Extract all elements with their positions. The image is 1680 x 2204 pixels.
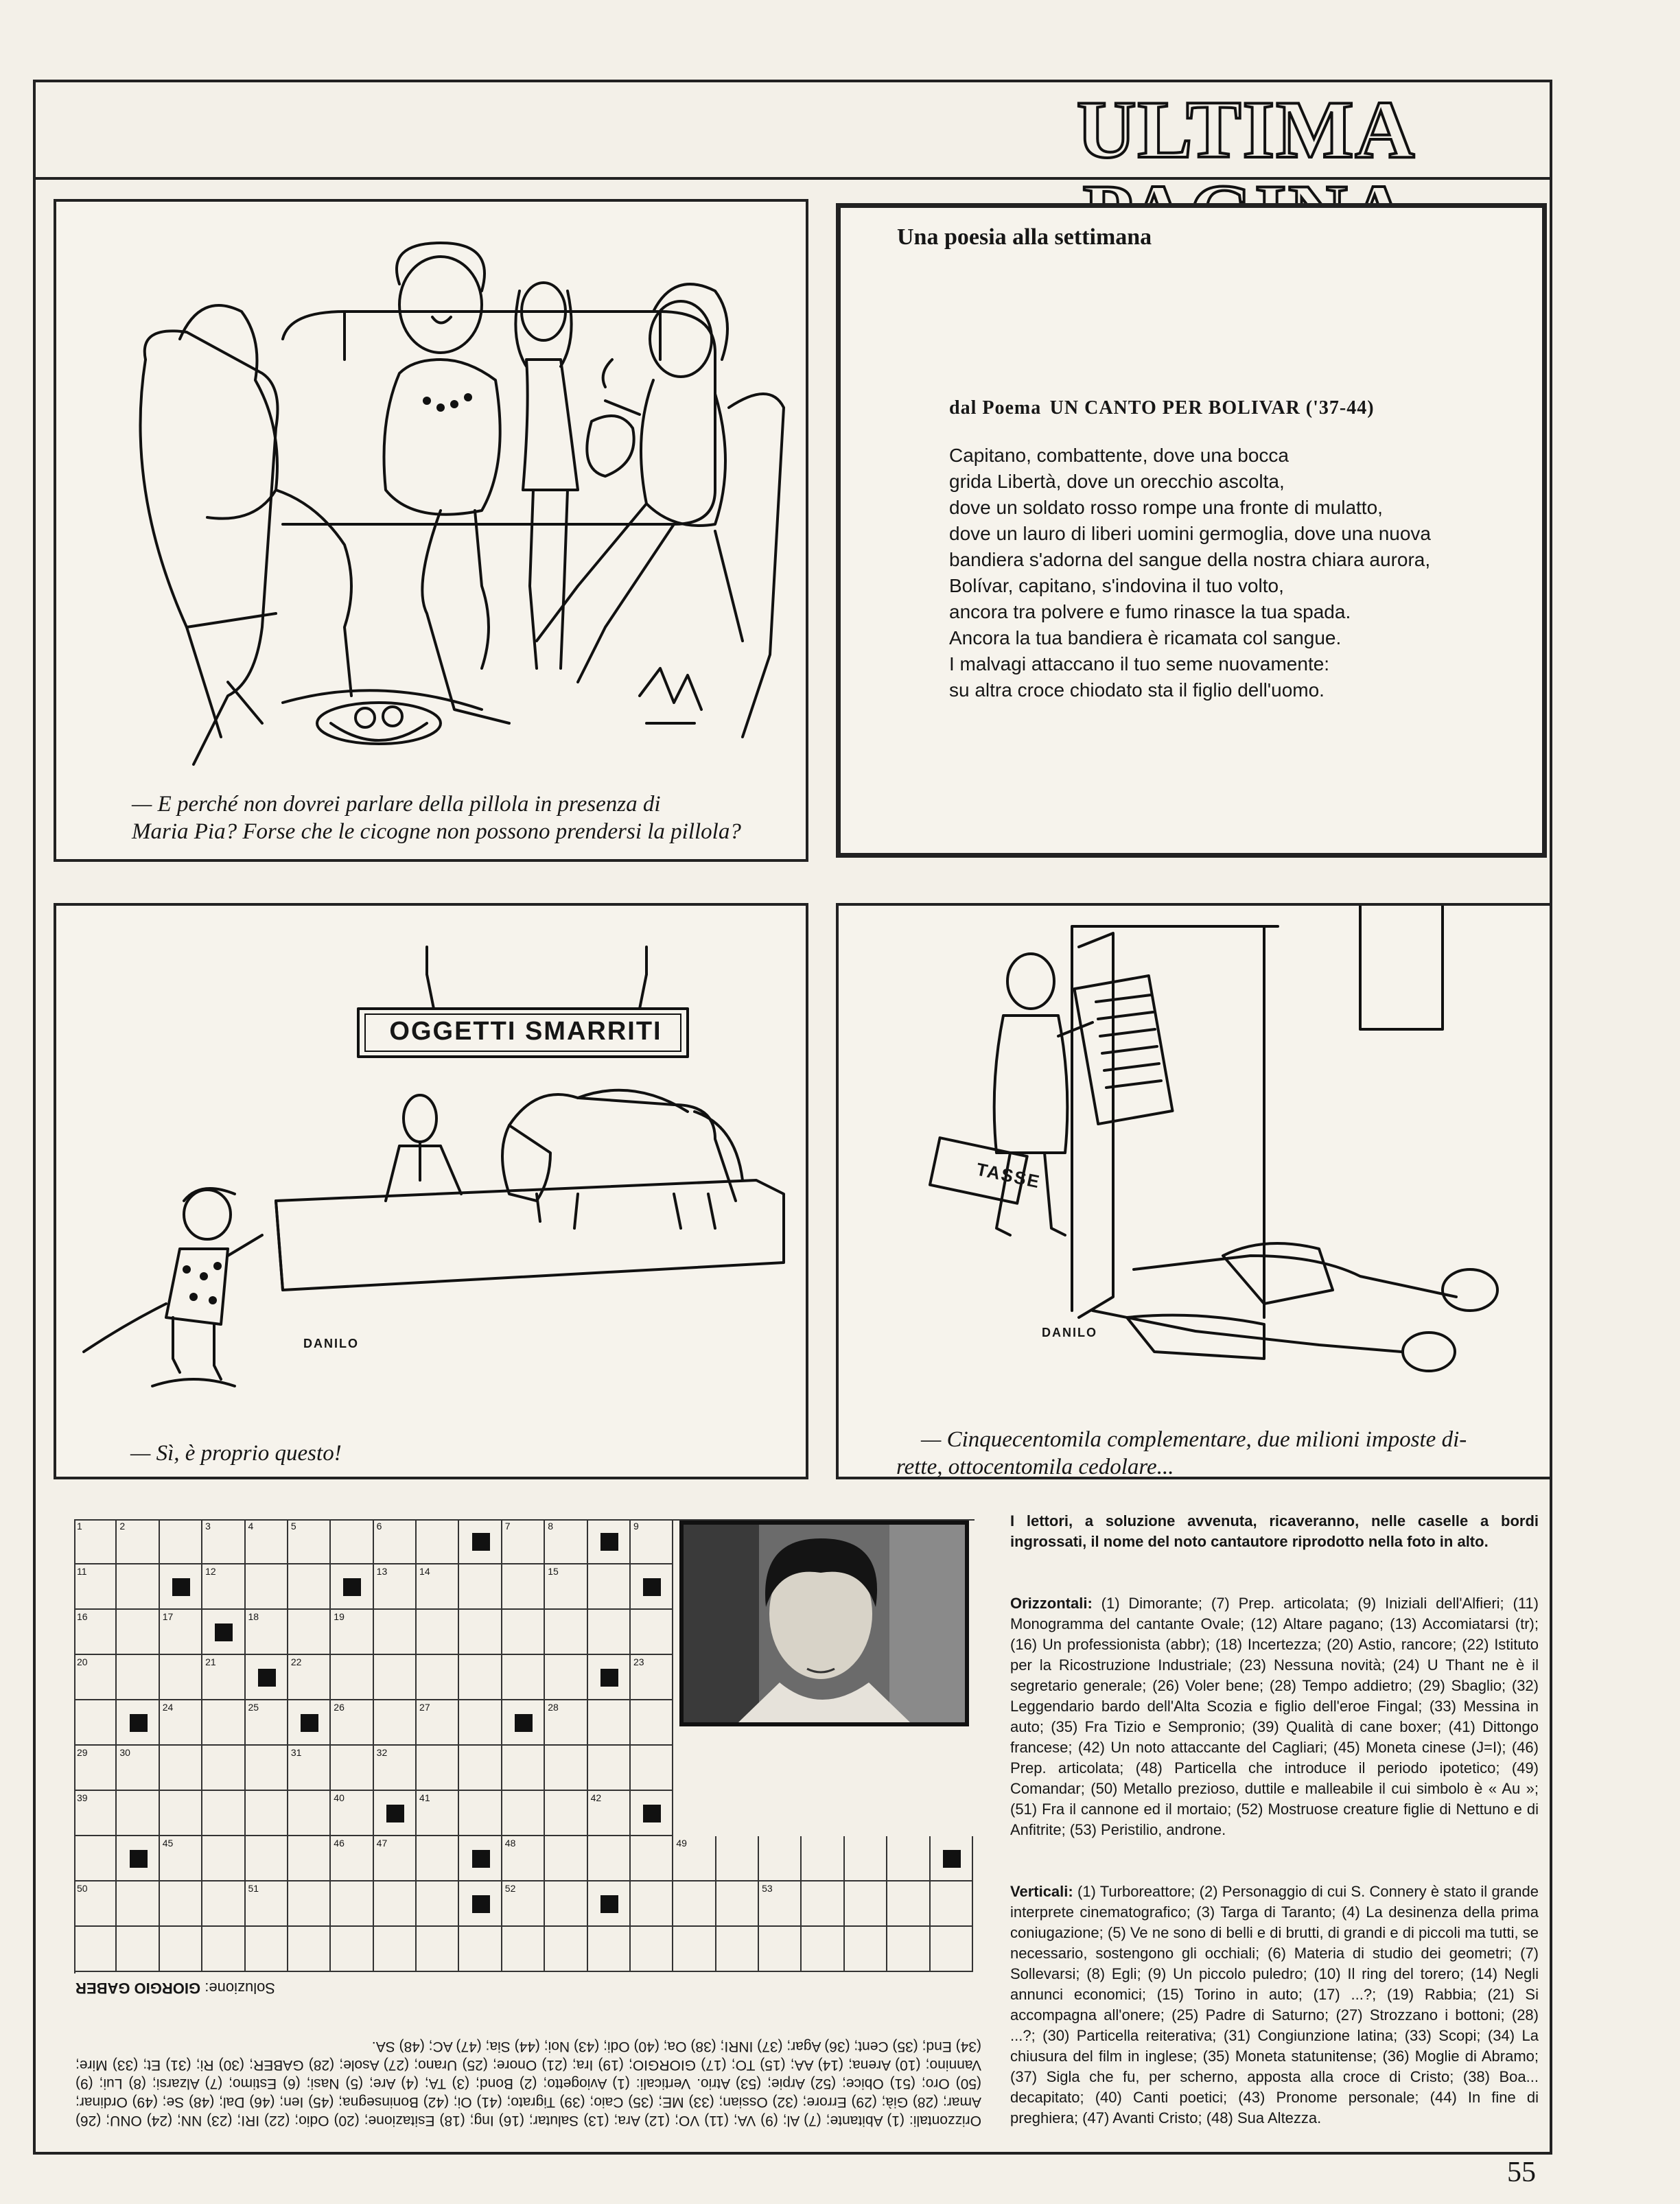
crossword-cell[interactable] <box>417 1655 459 1700</box>
poem-line: Bolívar, capitano, s'indovina il tuo volto, <box>949 575 1284 596</box>
crossword-cell[interactable] <box>417 1791 459 1836</box>
crossword-cell[interactable] <box>759 1836 802 1881</box>
crossword-cell[interactable] <box>117 1610 159 1655</box>
cell-number: 42 <box>590 1792 602 1803</box>
cell-number: 46 <box>334 1838 345 1849</box>
cartoon-panel-pill <box>54 199 808 862</box>
crossword-cell[interactable] <box>288 1746 331 1791</box>
cell-number: 40 <box>334 1792 345 1803</box>
crossword-cell[interactable] <box>202 1519 245 1564</box>
black-square <box>515 1714 533 1732</box>
black-square <box>386 1805 404 1822</box>
cell-number: 16 <box>77 1611 88 1622</box>
poem-body <box>949 443 1431 703</box>
crossword-cell[interactable] <box>288 1519 331 1564</box>
crossword-cell[interactable] <box>374 1836 417 1881</box>
cell-number: 39 <box>77 1792 88 1803</box>
cartoon-taxes-caption-line2: rette, ottocentomila cedolare... <box>896 1455 1174 1479</box>
crossword-cell[interactable] <box>588 1881 631 1927</box>
crossword-cell[interactable] <box>246 1700 288 1746</box>
crossword-cell[interactable] <box>331 1700 373 1746</box>
cell-number: 27 <box>419 1702 430 1713</box>
crossword-cell[interactable] <box>887 1881 930 1927</box>
crossword-cell[interactable] <box>673 1927 716 1972</box>
crossword-cell[interactable] <box>502 1881 545 1927</box>
crossword-cell[interactable] <box>74 1746 117 1791</box>
poem-line: Capitano, combattente, dove una bocca <box>949 445 1290 466</box>
cell-number: 21 <box>205 1656 216 1667</box>
crossword-cell[interactable] <box>74 1700 117 1746</box>
crossword-cell[interactable] <box>374 1519 417 1564</box>
cell-number: 9 <box>633 1521 639 1532</box>
cell-number: 5 <box>290 1521 296 1532</box>
cell-number: 22 <box>290 1656 302 1667</box>
crossword-cell[interactable] <box>545 1927 587 1972</box>
crossword-cell[interactable] <box>374 1564 417 1610</box>
cell-number: 49 <box>676 1838 687 1849</box>
cartoon-panel-taxes <box>836 903 1552 1479</box>
cell-number: 45 <box>162 1838 174 1849</box>
crossword-cell[interactable] <box>631 1836 673 1881</box>
black-square <box>301 1714 318 1732</box>
black-square <box>172 1578 190 1596</box>
cell-number: 30 <box>119 1747 130 1758</box>
poem-line: grida Libertà, dove un orecchio ascolta, <box>949 471 1285 492</box>
crossword-cell[interactable] <box>117 1519 159 1564</box>
crossword-cell[interactable] <box>160 1836 202 1881</box>
cell-number: 53 <box>762 1883 773 1894</box>
poem-line: dove un lauro di liberi uomini germoglia, dove una nuova <box>949 523 1431 544</box>
black-square <box>472 1533 490 1551</box>
singer-portrait <box>684 1525 965 1722</box>
poem-line: ancora tra polvere e fumo rinasce la tua spada. <box>949 601 1351 622</box>
crossword-cell[interactable] <box>545 1881 587 1927</box>
black-square <box>600 1669 618 1687</box>
crossword-cell[interactable] <box>545 1700 587 1746</box>
crossword-cell[interactable] <box>417 1700 459 1746</box>
crossword-cell[interactable] <box>459 1746 502 1791</box>
crossword-cell[interactable] <box>331 1519 373 1564</box>
crossword-cell[interactable] <box>459 1610 502 1655</box>
cell-number: 29 <box>77 1747 88 1758</box>
crossword-cell[interactable] <box>588 1927 631 1972</box>
crossword-cell[interactable] <box>288 1655 331 1700</box>
crossword-cell[interactable] <box>374 1746 417 1791</box>
crossword-cell[interactable] <box>202 1791 245 1836</box>
crossword-cell[interactable] <box>160 1927 202 1972</box>
crossword-cell[interactable] <box>202 1927 245 1972</box>
poem-line: su altra croce chiodato sta il figlio dell'uomo. <box>949 679 1325 701</box>
cell-number: 48 <box>504 1838 516 1849</box>
cell-number: 20 <box>77 1656 88 1667</box>
crossword-cell[interactable] <box>202 1610 245 1655</box>
black-square <box>600 1533 618 1551</box>
crossword-cell[interactable] <box>74 1927 117 1972</box>
crossword-cell[interactable] <box>331 1791 373 1836</box>
crossword-cell[interactable] <box>288 1927 331 1972</box>
crossword-cell[interactable] <box>160 1655 202 1700</box>
crossword-cell[interactable] <box>673 1881 716 1927</box>
cartoon-panel-lost-found <box>54 903 808 1479</box>
crossword-intro: I lettori, a soluzione avvenuta, ricaveranno, nelle caselle a bordi ingrossati, il nome del noto cantautore riprodotto nella foto in alto. <box>1010 1512 1539 1550</box>
crossword-horizontal-clues <box>1010 1593 1539 1840</box>
crossword-cell[interactable] <box>502 1836 545 1881</box>
crossword-cell[interactable] <box>759 1927 802 1972</box>
black-square <box>130 1714 148 1732</box>
crossword-cell[interactable] <box>117 1700 159 1746</box>
black-square <box>472 1895 490 1913</box>
lost-found-illustration <box>56 906 806 1407</box>
crossword-cell[interactable] <box>374 1610 417 1655</box>
cell-number: 51 <box>248 1883 259 1894</box>
crossword-cell[interactable] <box>160 1610 202 1655</box>
crossword-cell[interactable] <box>588 1564 631 1610</box>
crossword-cell[interactable] <box>459 1564 502 1610</box>
crossword-cell[interactable] <box>160 1564 202 1610</box>
crossword-cell[interactable] <box>417 1746 459 1791</box>
crossword-cell[interactable] <box>631 1519 673 1564</box>
black-square <box>472 1850 490 1868</box>
crossword-cell[interactable] <box>331 1746 373 1791</box>
tax-collector-illustration <box>839 906 1550 1414</box>
black-square <box>600 1895 618 1913</box>
black-square <box>643 1805 661 1822</box>
crossword-cell[interactable] <box>288 1881 331 1927</box>
crossword-cell[interactable] <box>246 1610 288 1655</box>
cell-number: 25 <box>248 1702 259 1713</box>
crossword-cell[interactable] <box>931 1881 973 1927</box>
crossword-cell[interactable] <box>502 1610 545 1655</box>
crossword-cell[interactable] <box>117 1655 159 1700</box>
crossword-cell[interactable] <box>117 1927 159 1972</box>
cartoon-lost-found-caption: — Sì, è proprio questo! <box>130 1441 342 1466</box>
crossword-cell[interactable] <box>374 1927 417 1972</box>
crossword-cell[interactable] <box>545 1519 587 1564</box>
crossword-cell[interactable] <box>288 1610 331 1655</box>
crossword-cell[interactable] <box>502 1519 545 1564</box>
poem-line: I malvagi attaccano il tuo seme nuovamente: <box>949 653 1330 675</box>
crossword-cell[interactable] <box>160 1700 202 1746</box>
crossword-cell[interactable] <box>545 1655 587 1700</box>
cell-number: 4 <box>248 1521 254 1532</box>
crossword-cell[interactable] <box>631 1881 673 1927</box>
crossword-cell[interactable] <box>160 1746 202 1791</box>
crossword-cell[interactable] <box>331 1610 373 1655</box>
black-square <box>130 1850 148 1868</box>
poem-source-prefix: dal Poema <box>949 397 1042 419</box>
orizzontali-text: (1) Dimorante; (7) Prep. articolata; (9) Iniziali dell'Alfieri; (11) Monogramma del cantante Ovale; (12) Altare pagano; (13) Accomiatarsi (tr); (16) Un professionista (abbr); (18) Incertezza; (20) Astio, rancore; (22) Istituto per la Ricostruzione Industriale; (23) Nessuna novità; (24) U Thant ne è il segretario generale; (26) Voler bene; (28) Tempo addietro; (29) Sbaglio; (32) Leggendario bardo dell'Alta Scozia e figlio dell'eroe Fingal; (33) Messina in auto; (35) Fra Tizio e Sempronio; (39) Qualità di cane boxer; (41) Dittongo francese; (42) Un noto attaccante del Cagliari; (45) Moneta cinese (J=I); (46) Prep. articolata; (48) Particella che introduce il periodo ipotetico; (49) Comandar; (50) Metallo prezioso, duttile e malleabile il cui simbolo è « Au »; (51) Fra il cannone ed il mortaio; (52) Mostruose creature figlie di Nettuno e di Anfitrite; (53) Peristilio, androne. <box>1010 1595 1539 1838</box>
crossword-cell[interactable] <box>631 1791 673 1836</box>
crossword-cell[interactable] <box>502 1746 545 1791</box>
crossword-cell[interactable] <box>246 1927 288 1972</box>
crossword-cell[interactable] <box>887 1927 930 1972</box>
crossword-cell[interactable] <box>931 1836 973 1881</box>
crossword-cell[interactable] <box>117 1836 159 1881</box>
crossword-cell[interactable] <box>331 1655 373 1700</box>
cell-number: 50 <box>77 1883 88 1894</box>
page-number: 55 <box>1507 2157 1536 2188</box>
verticali-label: Verticali: <box>1010 1883 1073 1900</box>
cell-number: 18 <box>248 1611 259 1622</box>
crossword-cell[interactable] <box>545 1746 587 1791</box>
cell-number: 26 <box>334 1702 345 1713</box>
crossword-cell[interactable] <box>374 1700 417 1746</box>
crossword-cell[interactable] <box>459 1791 502 1836</box>
tax-bag-label: TASSE <box>975 1158 1042 1193</box>
crossword-cell[interactable] <box>246 1836 288 1881</box>
crossword-cell[interactable] <box>631 1564 673 1610</box>
poem-line: dove un soldato rosso rompe una fronte di mulatto, <box>949 497 1383 518</box>
crossword-cell[interactable] <box>588 1836 631 1881</box>
crossword-cell[interactable] <box>202 1564 245 1610</box>
crossword-cell[interactable] <box>545 1564 587 1610</box>
crossword-cell[interactable] <box>545 1791 587 1836</box>
crossword-cell[interactable] <box>588 1519 631 1564</box>
crossword-cell[interactable] <box>459 1700 502 1746</box>
crossword-cell[interactable] <box>673 1836 716 1881</box>
cell-number: 11 <box>77 1566 87 1577</box>
cell-number: 52 <box>504 1883 516 1894</box>
orizzontali-label: Orizzontali: <box>1010 1595 1093 1612</box>
crossword-cell[interactable] <box>117 1746 159 1791</box>
crossword-cell[interactable] <box>502 1655 545 1700</box>
cartoon-pill-caption-line2: Maria Pia? Forse che le cicogne non possono prendersi la pillola? <box>132 819 741 844</box>
crossword-cell[interactable] <box>417 1927 459 1972</box>
crossword-cell[interactable] <box>202 1655 245 1700</box>
crossword-cell[interactable] <box>631 1610 673 1655</box>
crossword-cell[interactable] <box>74 1791 117 1836</box>
crossword-cell[interactable] <box>931 1927 973 1972</box>
crossword-cell[interactable] <box>160 1519 202 1564</box>
crossword-cell[interactable] <box>802 1881 844 1927</box>
cell-number: 7 <box>504 1521 511 1532</box>
living-room-illustration <box>56 202 806 792</box>
crossword-cell[interactable] <box>887 1836 930 1881</box>
crossword-cell[interactable] <box>288 1700 331 1746</box>
crossword-cell[interactable] <box>716 1836 759 1881</box>
cell-number: 1 <box>77 1521 82 1532</box>
cell-number: 23 <box>633 1656 644 1667</box>
crossword-cell[interactable] <box>202 1836 245 1881</box>
crossword-cell[interactable] <box>631 1700 673 1746</box>
cell-number: 32 <box>376 1747 388 1758</box>
crossword-cell[interactable] <box>716 1927 759 1972</box>
crossword-cell[interactable] <box>417 1881 459 1927</box>
crossword-cell[interactable] <box>845 1881 887 1927</box>
crossword-cell[interactable] <box>331 1927 373 1972</box>
cartoon-signature: DANILO <box>303 1337 359 1350</box>
lost-found-sign: OGGETTI SMARRITI <box>389 1017 662 1046</box>
cell-number: 19 <box>334 1611 345 1622</box>
poem-panel <box>836 203 1547 858</box>
black-square <box>258 1669 276 1687</box>
crossword-cell[interactable] <box>288 1836 331 1881</box>
crossword-cell[interactable] <box>288 1564 331 1610</box>
crossword-cell[interactable] <box>288 1791 331 1836</box>
crossword-cell[interactable] <box>588 1610 631 1655</box>
crossword-cell[interactable] <box>588 1655 631 1700</box>
cell-number: 24 <box>162 1702 174 1713</box>
crossword-cell[interactable] <box>459 1881 502 1927</box>
black-square <box>943 1850 961 1868</box>
crossword-cell[interactable] <box>417 1610 459 1655</box>
cell-number: 15 <box>548 1566 559 1577</box>
crossword-cell[interactable] <box>417 1564 459 1610</box>
crossword-cell[interactable] <box>502 1700 545 1746</box>
crossword-cell[interactable] <box>246 1655 288 1700</box>
crossword-cell[interactable] <box>845 1836 887 1881</box>
crossword-vertical-clues <box>1010 1881 1539 2129</box>
crossword-cell[interactable] <box>246 1746 288 1791</box>
crossword-solution <box>75 1979 981 2130</box>
crossword-cell[interactable] <box>117 1564 159 1610</box>
crossword-cell[interactable] <box>588 1700 631 1746</box>
crossword-cell[interactable] <box>802 1836 844 1881</box>
crossword-cell[interactable] <box>160 1881 202 1927</box>
crossword-cell[interactable] <box>246 1519 288 1564</box>
crossword-cell[interactable] <box>374 1881 417 1927</box>
black-square <box>643 1578 661 1596</box>
crossword-cell[interactable] <box>502 1791 545 1836</box>
crossword-cell[interactable] <box>74 1519 117 1564</box>
cell-number: 6 <box>376 1521 382 1532</box>
crossword-cell[interactable] <box>502 1927 545 1972</box>
crossword-cell[interactable] <box>631 1927 673 1972</box>
crossword-cell[interactable] <box>588 1791 631 1836</box>
solution-text: Orizzontali: (1) Abitante; (7) Al; (9) VA; (11) VO; (12) Ara; (13) Salutar; (16) Ing; (18) Esitazione; (20) Odio; (22) IRI; (23) NN; (24) ONU; (26) Amar; (28) Già; (29) Errore; (32) Ossian; (33) ME; (35) Caio; (39) Tigrato; (41) Oi; (42) Boninsegna; (45) Ien; (46) Dal; (48) Se; (49) Ordinar; (50) Oro; (51) Obice; (52) Arpie; (53) Atrio. Verticali: (1) Aviogetto; (2) Bond; (3) TA; (4) Are; (5) Nasi; (6) Estimo; (7) Alzarsi; (8) Lui; (9) Vannino; (10) Arena; (14) AA; (15) TO; (17) GIORGIO; (19) Ira; (21) Onore; (25) Urano; (27) Asole; (28) GABER; (30) Ri; (31) Et; (33) Mire; (34) End; (35) Cent; (36) Agar; (37) INRI; (38) Oa; (40) Odi; (43) Noi; (44) Sia; (47) AC; (48) SA. <box>75 2039 981 2129</box>
masthead-title: ULTIMA <box>1076 84 1416 175</box>
cell-number: 8 <box>548 1521 553 1532</box>
crossword-cell[interactable] <box>202 1746 245 1791</box>
crossword-cell[interactable] <box>202 1700 245 1746</box>
crossword-cell[interactable] <box>459 1927 502 1972</box>
crossword-cell[interactable] <box>459 1519 502 1564</box>
cell-number: 31 <box>290 1747 302 1758</box>
cell-number: 41 <box>419 1792 430 1803</box>
cell-number: 17 <box>162 1611 174 1622</box>
singer-photo <box>679 1521 969 1726</box>
crossword-cell[interactable] <box>374 1655 417 1700</box>
crossword-cell[interactable] <box>117 1881 159 1927</box>
crossword-cell[interactable] <box>459 1836 502 1881</box>
poem-line: bandiera s'adorna del sangue della nostra chiara aurora, <box>949 549 1431 570</box>
crossword-cell[interactable] <box>74 1655 117 1700</box>
crossword-cell[interactable] <box>502 1564 545 1610</box>
crossword-cell[interactable] <box>759 1881 802 1927</box>
crossword-cell[interactable] <box>545 1610 587 1655</box>
crossword-cell[interactable] <box>417 1836 459 1881</box>
cartoon-taxes-caption-line1: — Cinquecentomila complementare, due milioni imposte di- <box>921 1427 1467 1452</box>
poem-section-header: Una poesia alla settimana <box>897 224 1152 250</box>
cell-number: 47 <box>376 1838 388 1849</box>
crossword-cell[interactable] <box>246 1564 288 1610</box>
solution-heading <box>75 1979 275 1997</box>
crossword-cell[interactable] <box>117 1791 159 1836</box>
crossword-cell[interactable] <box>246 1881 288 1927</box>
solution-label: Soluzione: <box>205 1980 275 1997</box>
black-square <box>343 1578 361 1596</box>
crossword-cell[interactable] <box>74 1881 117 1927</box>
crossword-cell[interactable] <box>202 1881 245 1927</box>
crossword-cell[interactable] <box>331 1836 373 1881</box>
crossword-cell[interactable] <box>331 1881 373 1927</box>
cartoon-pill-caption-line1: — E perché non dovrei parlare della pillola in presenza di <box>132 792 661 817</box>
crossword-cell[interactable] <box>588 1746 631 1791</box>
crossword-cell[interactable] <box>74 1610 117 1655</box>
poem-source-title: UN CANTO PER BOLIVAR ('37-44) <box>1049 397 1375 419</box>
crossword-cell[interactable] <box>631 1655 673 1700</box>
crossword-cell[interactable] <box>74 1564 117 1610</box>
crossword-cell[interactable] <box>631 1746 673 1791</box>
solution-name: GIORGIO GABER <box>75 1980 201 1997</box>
crossword-cell[interactable] <box>331 1564 373 1610</box>
cell-number: 13 <box>376 1566 388 1577</box>
cartoon-signature: DANILO <box>1042 1326 1097 1339</box>
crossword-cell[interactable] <box>845 1927 887 1972</box>
crossword-cell[interactable] <box>160 1791 202 1836</box>
crossword-cell[interactable] <box>545 1836 587 1881</box>
cell-number: 2 <box>119 1521 126 1532</box>
crossword-cell[interactable] <box>716 1881 759 1927</box>
crossword-cell[interactable] <box>459 1655 502 1700</box>
black-square <box>215 1623 233 1641</box>
poem-source <box>949 397 1375 419</box>
crossword-cell[interactable] <box>374 1791 417 1836</box>
crossword-cell[interactable] <box>246 1791 288 1836</box>
cell-number: 3 <box>205 1521 211 1532</box>
cell-number: 12 <box>205 1566 216 1577</box>
cell-number: 28 <box>548 1702 559 1713</box>
poem-line: Ancora la tua bandiera è ricamata col sangue. <box>949 627 1342 648</box>
cell-number: 14 <box>419 1566 430 1577</box>
crossword-cell[interactable] <box>417 1519 459 1564</box>
verticali-text: (1) Turboreattore; (2) Personaggio di cui S. Connery è stato il grande interprete cinematografico; (3) Targa di Taranto; (4) La desinenza della prima coniugazione; (5) Ve ne sono di belli e di brutti, di grandi e di piccoli ma tutti, se necessario, sostengono gli occhiali; (6) Materia di studio dei geometri; (7) Sollevarsi; (8) Egli; (9) Un piccolo puledro; (10) Il ring del torero; (14) Negli annunci economici; (15) Torino in auto; (17) ...?; (19) Rabbia; (21) Si accompagna all'onere; (25) Padre di Saturno; (27) Strozzano i bottoni; (28) ...?; (30) Particella reiterativa; (31) Congiunzione latina; (33) Scopi; (34) La chiusura del film in inglese; (35) Moneta statunitense; (36) Moglie di Abramo; (37) Sigla che fu, per scherno, apposta alla croce di Cristo; (38) Boa... decapitato; (40) Canti poetici; (43) Pronome personale; (44) In fine di preghiera; (47) Avanti Cristo; (48) Sua Altezza. <box>1010 1883 1539 2126</box>
crossword-cell[interactable] <box>74 1836 117 1881</box>
crossword-cell[interactable] <box>802 1927 844 1972</box>
